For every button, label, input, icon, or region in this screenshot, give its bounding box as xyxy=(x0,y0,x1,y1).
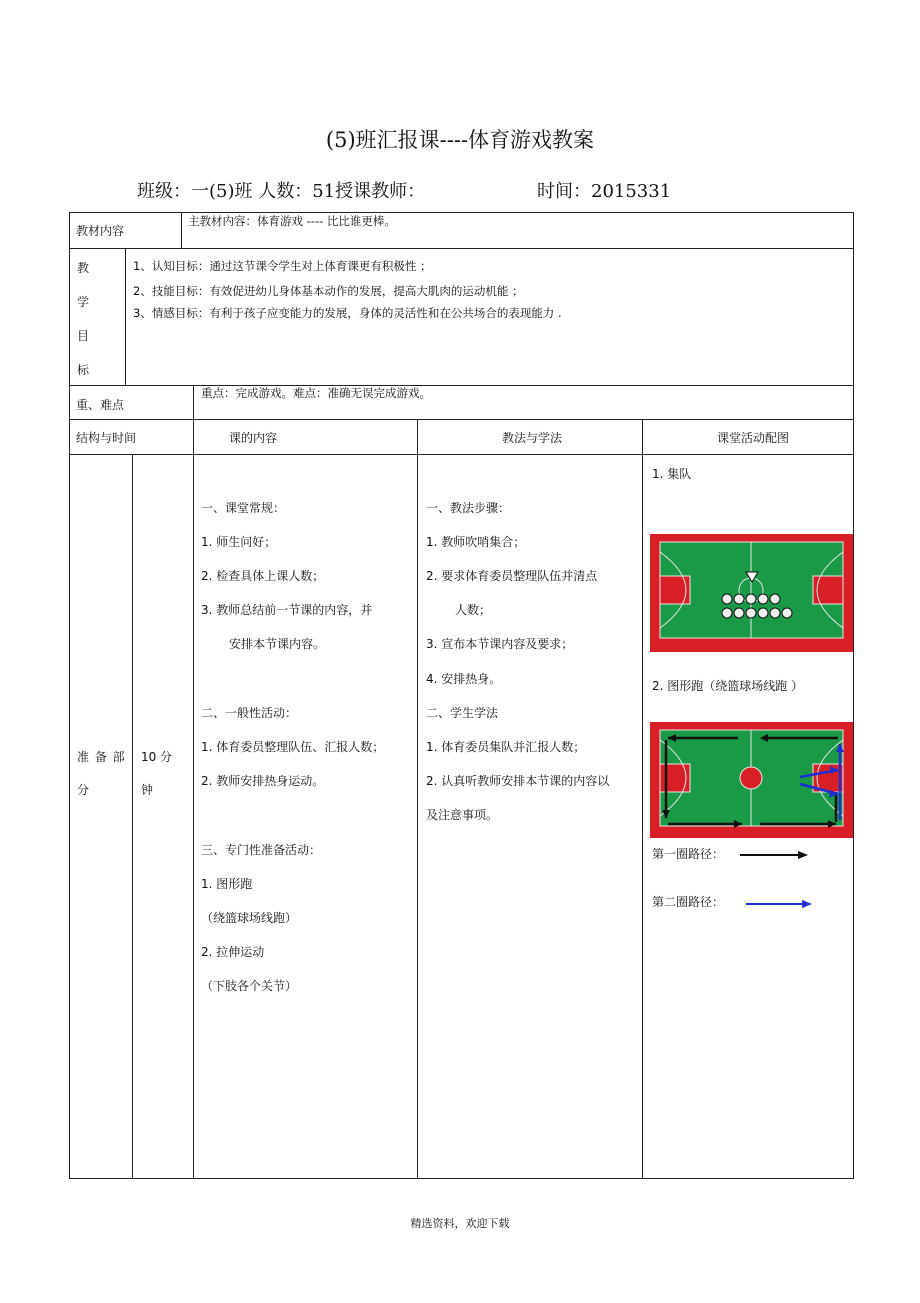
content-line: 一、课堂常规： xyxy=(201,501,286,515)
section-duration: 10 分 钟 xyxy=(141,750,173,797)
legend-second-lap: 第二圈路径： xyxy=(652,895,725,909)
content-line: （下肢各个关节） xyxy=(201,979,298,993)
content-line: 2. 教师安排热身运动。 xyxy=(201,774,325,788)
legend-second-lap-arrow xyxy=(746,898,814,910)
goal-label-char: 学 xyxy=(77,295,90,309)
goal-label-char: 标 xyxy=(77,363,90,377)
method-line: 3. 宣布本节课内容及要求； xyxy=(426,637,574,651)
assembly-court-image xyxy=(650,534,853,652)
content-line: 2. 拉伸运动 xyxy=(201,945,265,959)
row-divider xyxy=(69,248,854,249)
diagram-caption-1: 1. 集队 xyxy=(652,467,692,481)
col-divider xyxy=(181,212,182,248)
lesson-table xyxy=(69,212,854,1179)
method-line: 人数； xyxy=(455,603,492,617)
goal-line: 2、技能目标：有效促进幼儿身体基本动作的发展，提高大肌肉的运动机能 ； xyxy=(133,284,524,298)
content-line: 1. 体育委员整理队伍、汇报人数； xyxy=(201,740,385,754)
content-line: 2. 检查具体上课人数； xyxy=(201,569,325,583)
legend-first-lap: 第一圈路径： xyxy=(652,847,725,861)
method-line: 4. 安排热身。 xyxy=(426,672,502,686)
teaching-content-label: 教材内容 xyxy=(76,224,125,238)
content-line: （绕篮球场线跑） xyxy=(201,911,298,925)
col-divider xyxy=(417,419,418,1179)
page-footer: 精选资料，欢迎下载 xyxy=(410,1217,510,1230)
goal-label-char: 教 xyxy=(77,261,90,275)
assembly-court-drawing xyxy=(650,534,853,652)
col-divider xyxy=(132,454,133,1179)
method-line: 二、学生学法 xyxy=(426,706,499,720)
method-line: 及注意事项。 xyxy=(426,808,499,822)
row-divider xyxy=(69,419,854,420)
page-title: (5)班汇报课----体育游戏教案 xyxy=(325,128,595,152)
content-line: 1. 师生问好； xyxy=(201,535,277,549)
key-points-value: 重点：完成游戏。难点：准确无误完成游戏。 xyxy=(201,386,431,400)
header-content: 课的内容 xyxy=(229,431,278,445)
row-divider xyxy=(69,385,854,386)
col-divider xyxy=(125,248,126,385)
goal-line: 3、情感目标：有利于孩子应变能力的发展，身体的灵活性和在公共场合的表现能力 . xyxy=(133,306,562,320)
section-name: 准 备 部 分 xyxy=(77,750,126,797)
goal-line: 1、认知目标：通过这节课令学生对上体育课更有积极性 ； xyxy=(133,259,432,273)
running-court-image xyxy=(650,722,853,838)
goal-label-char: 目 xyxy=(77,329,90,343)
col-divider xyxy=(642,419,643,1179)
content-line: 1. 图形跑 xyxy=(201,877,253,891)
running-court-drawing xyxy=(650,722,853,838)
method-line: 2. 认真听教师安排本节课的内容以 xyxy=(426,774,610,788)
content-line: 二、一般性活动： xyxy=(201,706,298,720)
header-structure-time: 结构与时间 xyxy=(76,431,137,445)
class-info: 班级：一(5)班 人数：51授课教师： xyxy=(137,181,426,202)
method-line: 2. 要求体育委员整理队伍并清点 xyxy=(426,569,598,583)
time-info: 时间：2015331 xyxy=(537,181,672,202)
col-divider xyxy=(193,385,194,1179)
content-line: 三、专门性准备活动： xyxy=(201,843,322,857)
key-points-label: 重、难点 xyxy=(76,398,125,412)
row-divider xyxy=(69,454,854,455)
method-line: 1. 教师吹哨集合； xyxy=(426,535,526,549)
method-line: 1. 体育委员集队并汇报人数； xyxy=(426,740,586,754)
header-diagram: 课堂活动配图 xyxy=(717,431,790,445)
diagram-caption-2: 2. 图形跑（绕篮球场线跑 ） xyxy=(652,679,804,693)
method-line: 一、教法步骤： xyxy=(426,501,511,515)
legend-first-lap-arrow xyxy=(740,849,810,861)
header-methods: 教法与学法 xyxy=(502,431,563,445)
teaching-content-value: 主教材内容：体育游戏 ---- 比比谁更棒。 xyxy=(188,214,396,228)
content-line: 安排本节课内容。 xyxy=(229,637,326,651)
content-line: 3. 教师总结前一节课的内容，并 xyxy=(201,603,373,617)
